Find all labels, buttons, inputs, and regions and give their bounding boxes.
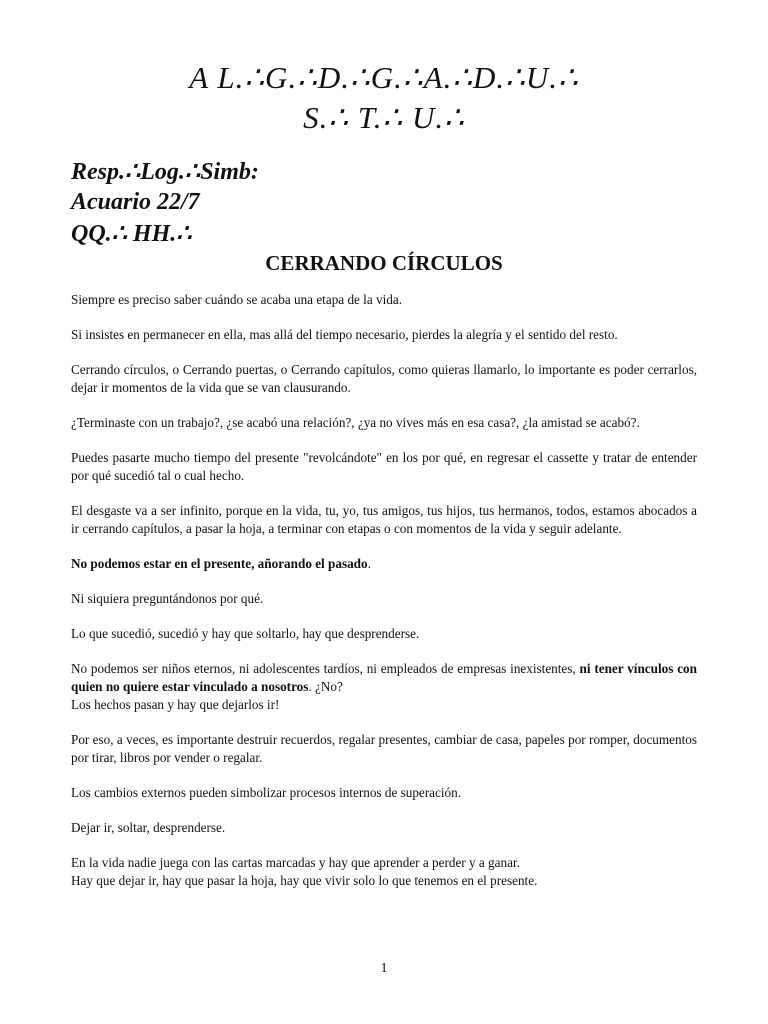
lodge-heading-line-1: A L.∴G.∴D.∴G.∴A.∴D.∴U.∴ bbox=[189, 60, 579, 95]
page-number: 1 bbox=[380, 961, 388, 976]
paragraph-10 bbox=[71, 660, 697, 714]
paragraph-8: Ni siquiera preguntándonos por qué. bbox=[71, 591, 264, 606]
paragraph-10-line-2: Los hechos pasan y hay que dejarlos ir! bbox=[71, 697, 280, 712]
paragraph-7 bbox=[71, 555, 697, 573]
paragraph-5: Puedes pasarte mucho tiempo del presente "revolcándote" en los por qué, en regresar el cassette y tratar de entender por qué sucedió tal o cual hecho. bbox=[71, 450, 697, 483]
paragraph-7-bold: No podemos estar en el presente, añorando el pasado bbox=[71, 556, 368, 571]
document-title: CERRANDO CÍRCULOS bbox=[265, 251, 503, 275]
paragraph-14-line-2: Hay que dejar ir, hay que pasar la hoja, hay que vivir solo lo que tenemos en el presente. bbox=[71, 873, 538, 888]
paragraph-1: Siempre es preciso saber cuándo se acaba una etapa de la vida. bbox=[71, 292, 403, 307]
session-date: Acuario 22/7 bbox=[71, 189, 200, 215]
paragraph-10-start: No podemos ser niños eternos, ni adolescentes tardíos, ni empleados de empresas inexistentes, bbox=[71, 661, 580, 676]
paragraph-7-end: . bbox=[367, 556, 371, 571]
paragraph-10-bold: ni tener vínculos con quien no quiere estar vinculado a nosotros bbox=[71, 661, 697, 694]
paragraph-14 bbox=[71, 854, 697, 890]
paragraph-6: El desgaste va a ser infinito, porque en la vida, tu, yo, tus amigos, tus hijos, tus hermanos, todos, estamos abocados a ir cerrando capítulos, a pasar la hoja, a terminar con etapas o con momentos de la vida y seguir adelante. bbox=[71, 503, 697, 536]
paragraph-14-line-1: En la vida nadie juega con las cartas marcadas y hay que aprender a perder y a ganar. bbox=[71, 855, 520, 870]
paragraph-3: Cerrando círculos, o Cerrando puertas, o Cerrando capítulos, como quieras llamarlo, lo importante es poder cerrarlos, dejar ir momentos de la vida que se van clausurando. bbox=[71, 362, 697, 395]
paragraph-11: Por eso, a veces, es importante destruir recuerdos, regalar presentes, cambiar de casa, papeles por romper, documentos por tirar, libros por vender o regalar. bbox=[71, 732, 697, 765]
paragraph-13: Dejar ir, soltar, desprenderse. bbox=[71, 820, 226, 835]
paragraph-12: Los cambios externos pueden simbolizar procesos internos de superación. bbox=[71, 785, 462, 800]
document-body bbox=[71, 291, 697, 907]
paragraph-2: Si insistes en permanecer en ella, mas allá del tiempo necesario, pierdes la alegría y el sentido del resto. bbox=[71, 327, 618, 342]
paragraph-9: Lo que sucedió, sucedió y hay que soltarlo, hay que desprenderse. bbox=[71, 626, 420, 641]
paragraph-10-end: . ¿No? bbox=[308, 679, 343, 694]
addressee: QQ.∴ HH.∴ bbox=[71, 221, 192, 247]
lodge-name: Resp.∴Log.∴Simb: bbox=[71, 159, 259, 185]
paragraph-4: ¿Terminaste con un trabajo?, ¿se acabó una relación?, ¿ya no vives más en esa casa?, ¿la amistad se acabó?. bbox=[71, 415, 640, 430]
lodge-heading-line-2: S.∴ T.∴ U.∴ bbox=[303, 100, 465, 135]
